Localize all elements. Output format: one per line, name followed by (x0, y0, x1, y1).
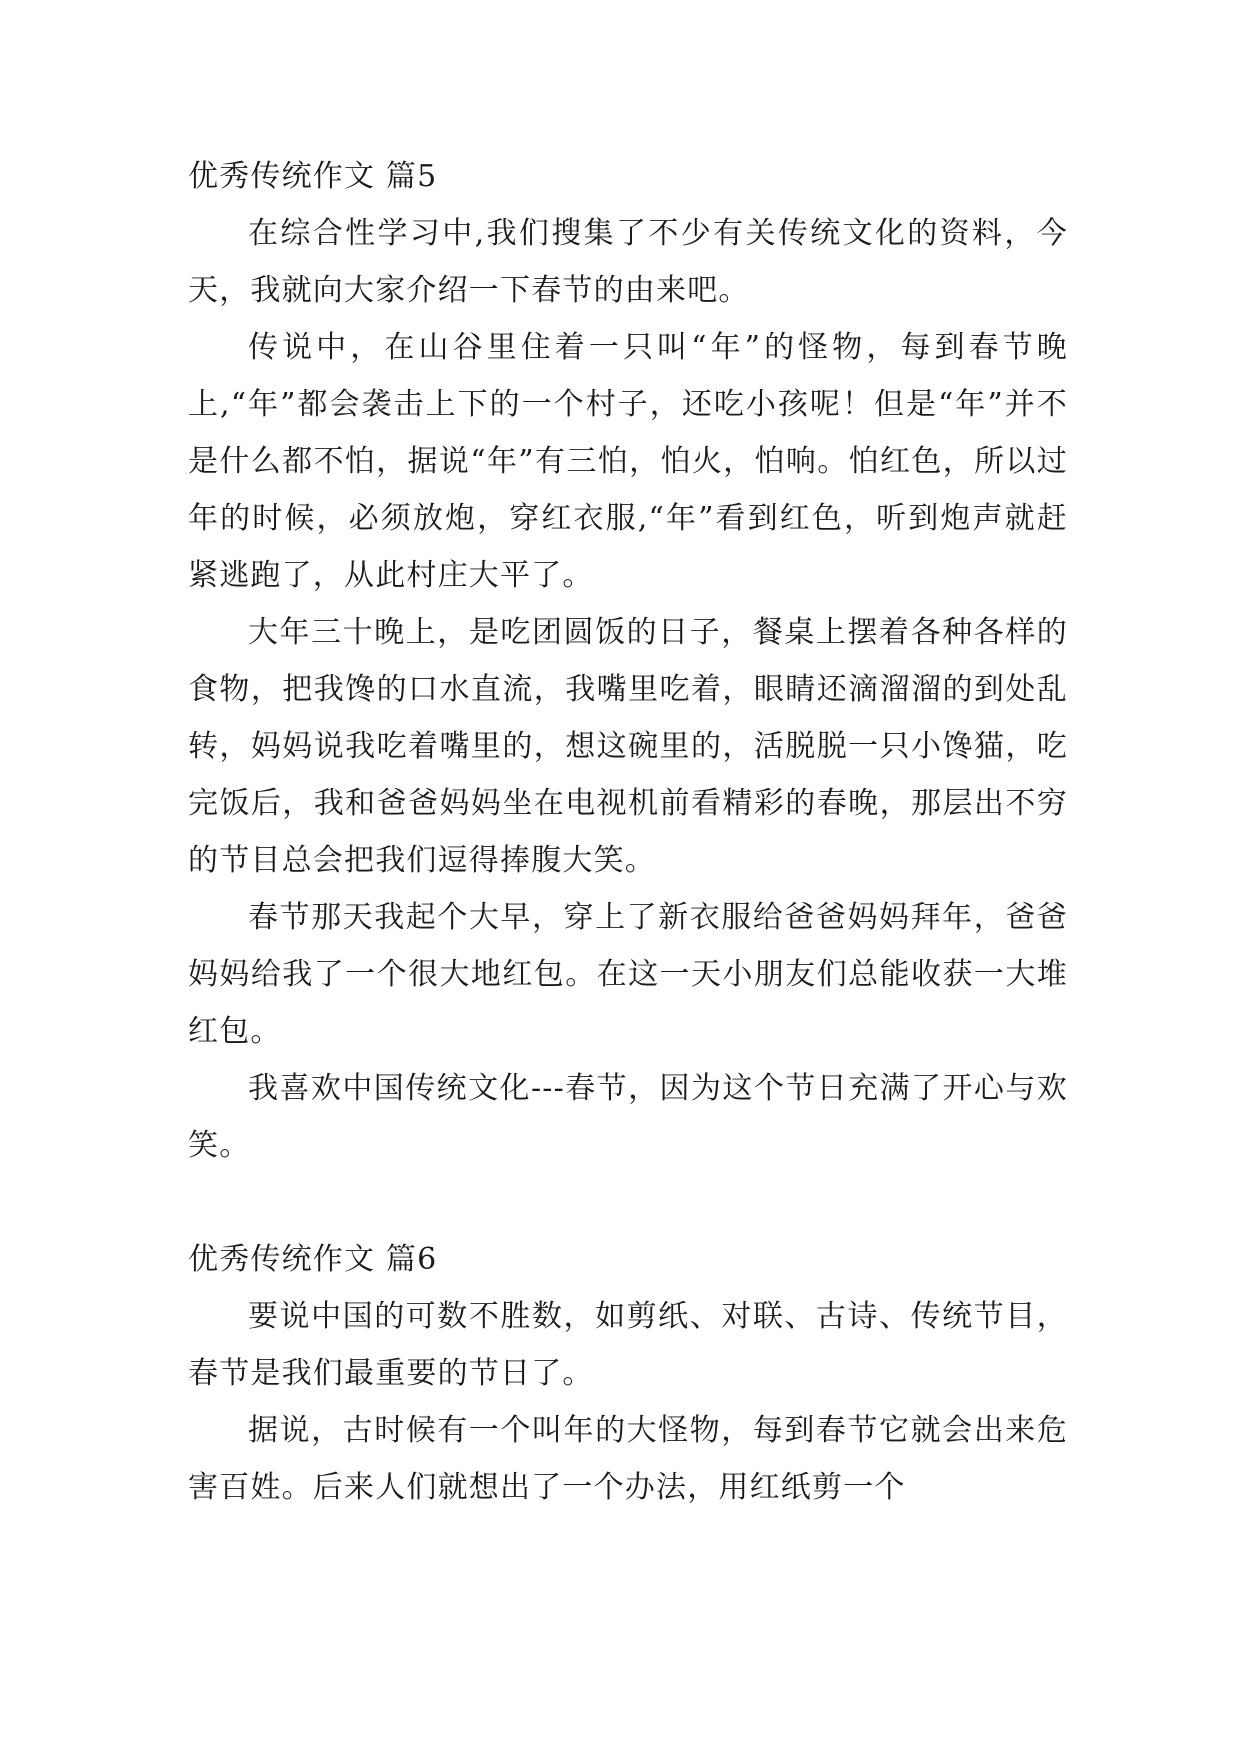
document-body (188, 148, 1068, 1516)
section-heading: 优秀传统作文 篇6 (188, 1242, 438, 1277)
paragraph: 传说中，在山谷里住着一只叫“年”的怪物，每到春节晚上,“年”都会袭击上下的一个村子，还吃小孩呢！但是“年”并不是什么都不怕，据说“年”有三怕，怕火，怕响。怕红色，所以过年的时候，必须放炮，穿红衣服,“年”看到红色，听到炮声就赶紧逃跑了，从此村庄大平了。 (188, 330, 1068, 593)
section-divider-space (188, 1174, 1068, 1231)
paragraph: 春节那天我起个大早，穿上了新衣服给爸爸妈妈拜年，爸爸妈妈给我了一个很大地红包。在这一天小朋友们总能收获一大堆红包。 (188, 900, 1068, 1049)
paragraph: 在综合性学习中,我们搜集了不少有关传统文化的资料，今天，我就向大家介绍一下春节的由来吧。 (188, 216, 1068, 308)
section-heading: 优秀传统作文 篇5 (188, 159, 438, 194)
paragraph: 大年三十晚上，是吃团圆饭的日子，餐桌上摆着各种各样的食物，把我馋的口水直流，我嘴里吃着，眼睛还滴溜溜的到处乱转，妈妈说我吃着嘴里的，想这碗里的，活脱脱一只小馋猫，吃完饭后，我和爸爸妈妈坐在电视机前看精彩的春晚，那层出不穷的节目总会把我们逗得捧腹大笑。 (188, 615, 1068, 878)
paragraph: 要说中国的可数不胜数，如剪纸、对联、古诗、传统节目，春节是我们最重要的节日了。 (188, 1299, 1068, 1391)
paragraph: 我喜欢中国传统文化---春节，因为这个节日充满了开心与欢笑。 (188, 1071, 1068, 1163)
paragraph: 据说，古时候有一个叫年的大怪物，每到春节它就会出来危害百姓。后来人们就想出了一个办法，用红纸剪一个 (188, 1413, 1068, 1505)
